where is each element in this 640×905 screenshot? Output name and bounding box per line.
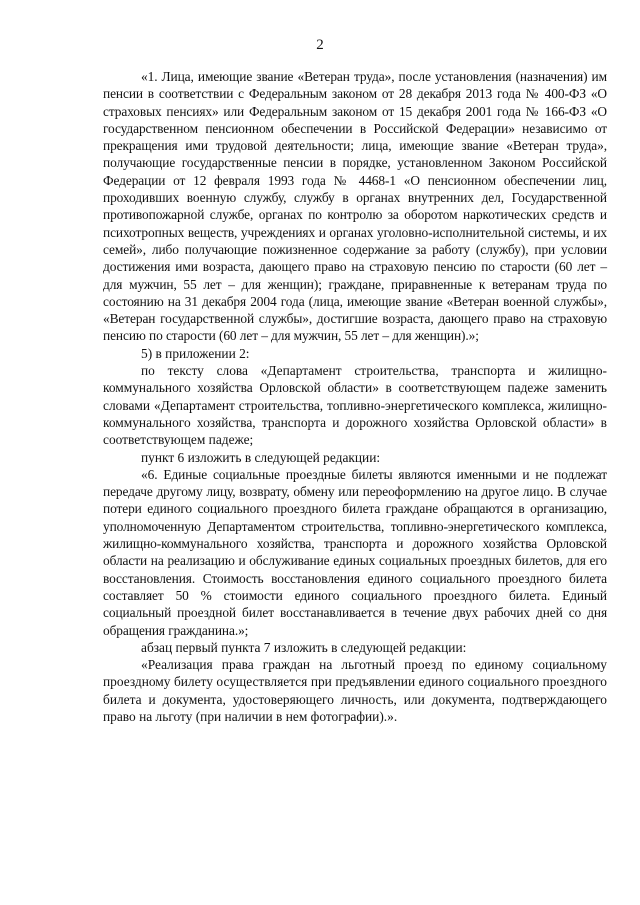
paragraph-6-item-7-intro: абзац первый пункта 7 изложить в следующей редакции: bbox=[141, 639, 467, 655]
paragraph-1-veterans: «1. Лица, имеющие звание «Ветеран труда», после установления (назначения) им пенсии в соответствии с Федеральным законом от 28 декабря 2013 года № 400-ФЗ «О страховых пенсиях» или Федеральным законом от 15 декабря 2001 года № 166-ФЗ «О государственном пенсионном обеспечении в Российской Федерации» независимо от прекращения ими трудовой деятельности; лица, имеющие звание «Ветеран труда», получающие государственные пенсии в порядке, установленном Законом Российской Федерации от 12 февраля 1993 года № 4468-1 «О пенсионном обеспечении лиц, проходивших военную службу, службу в органах внутренних дел, Государственной противопожарной службе, органах по контролю за оборотом наркотических средств и психотропных веществ, учреждениях и органах уголовно-исполнительной системы, и их семей», либо получающие пожизненное содержание за работу (службу), при условии достижения ими возраста, дающего право на страховую пенсию по старости (60 лет – для мужчин, 55 лет – для женщин); граждане, приравненные к ветеранам труда по состоянию на 31 декабря 2004 года (лица, имеющие звание «Ветеран военной службы», «Ветеран государственной службы», достигшие возраста, дающего право на страховую пенсию по старости (60 лет – для мужчин, 55 лет – для женщин).»; bbox=[103, 69, 607, 344]
paragraph-7-item-7-text: «Реализация права граждан на льготный проезд по единому социальному проездному билету осуществляется при предъявлении единого социального проездного билета и документа, удостоверяющего личность, или документа, подтверждающего право на льготу (при наличии в нем фотографии).». bbox=[103, 657, 607, 724]
paragraph-4-item-6-intro: пункт 6 изложить в следующей редакции: bbox=[141, 449, 381, 465]
document-body bbox=[103, 68, 607, 725]
page-number: 2 bbox=[316, 37, 324, 53]
paragraph-5-item-6-text: «6. Единые социальные проездные билеты являются именными и не подлежат передаче другому лицу, возврату, обмену или переоформлению на другое лицо. В случае потери единого социального проездного билета граждане обращаются в организацию, уполномоченную Департаментом строительства, топливно-энергетического комплекса, жилищно-коммунального хозяйства, транспорта и дорожного хозяйства Орловской области на реализацию и обслуживание единых социальных проездных билетов, для его восстановления. Стоимость восстановления единого социального проездного билета составляет 50 % стоимости единого социального проездного билета. Единый социальный проездной билет восстанавливается в течение двух рабочих дней со дня обращения гражданина.»; bbox=[103, 466, 607, 638]
paragraph-3-replace-words: по тексту слова «Департамент строительства, транспорта и жилищно-коммунального хозяйства Орловской области» в соответствующем падеже заменить словами «Департамент строительства, топливно-энергетического комплекса, жилищно-коммунального хозяйства, транспорта и дорожного хозяйства Орловской области» в соответствующем падеже; bbox=[103, 363, 607, 448]
paragraph-2-appendix: 5) в приложении 2: bbox=[141, 345, 250, 361]
